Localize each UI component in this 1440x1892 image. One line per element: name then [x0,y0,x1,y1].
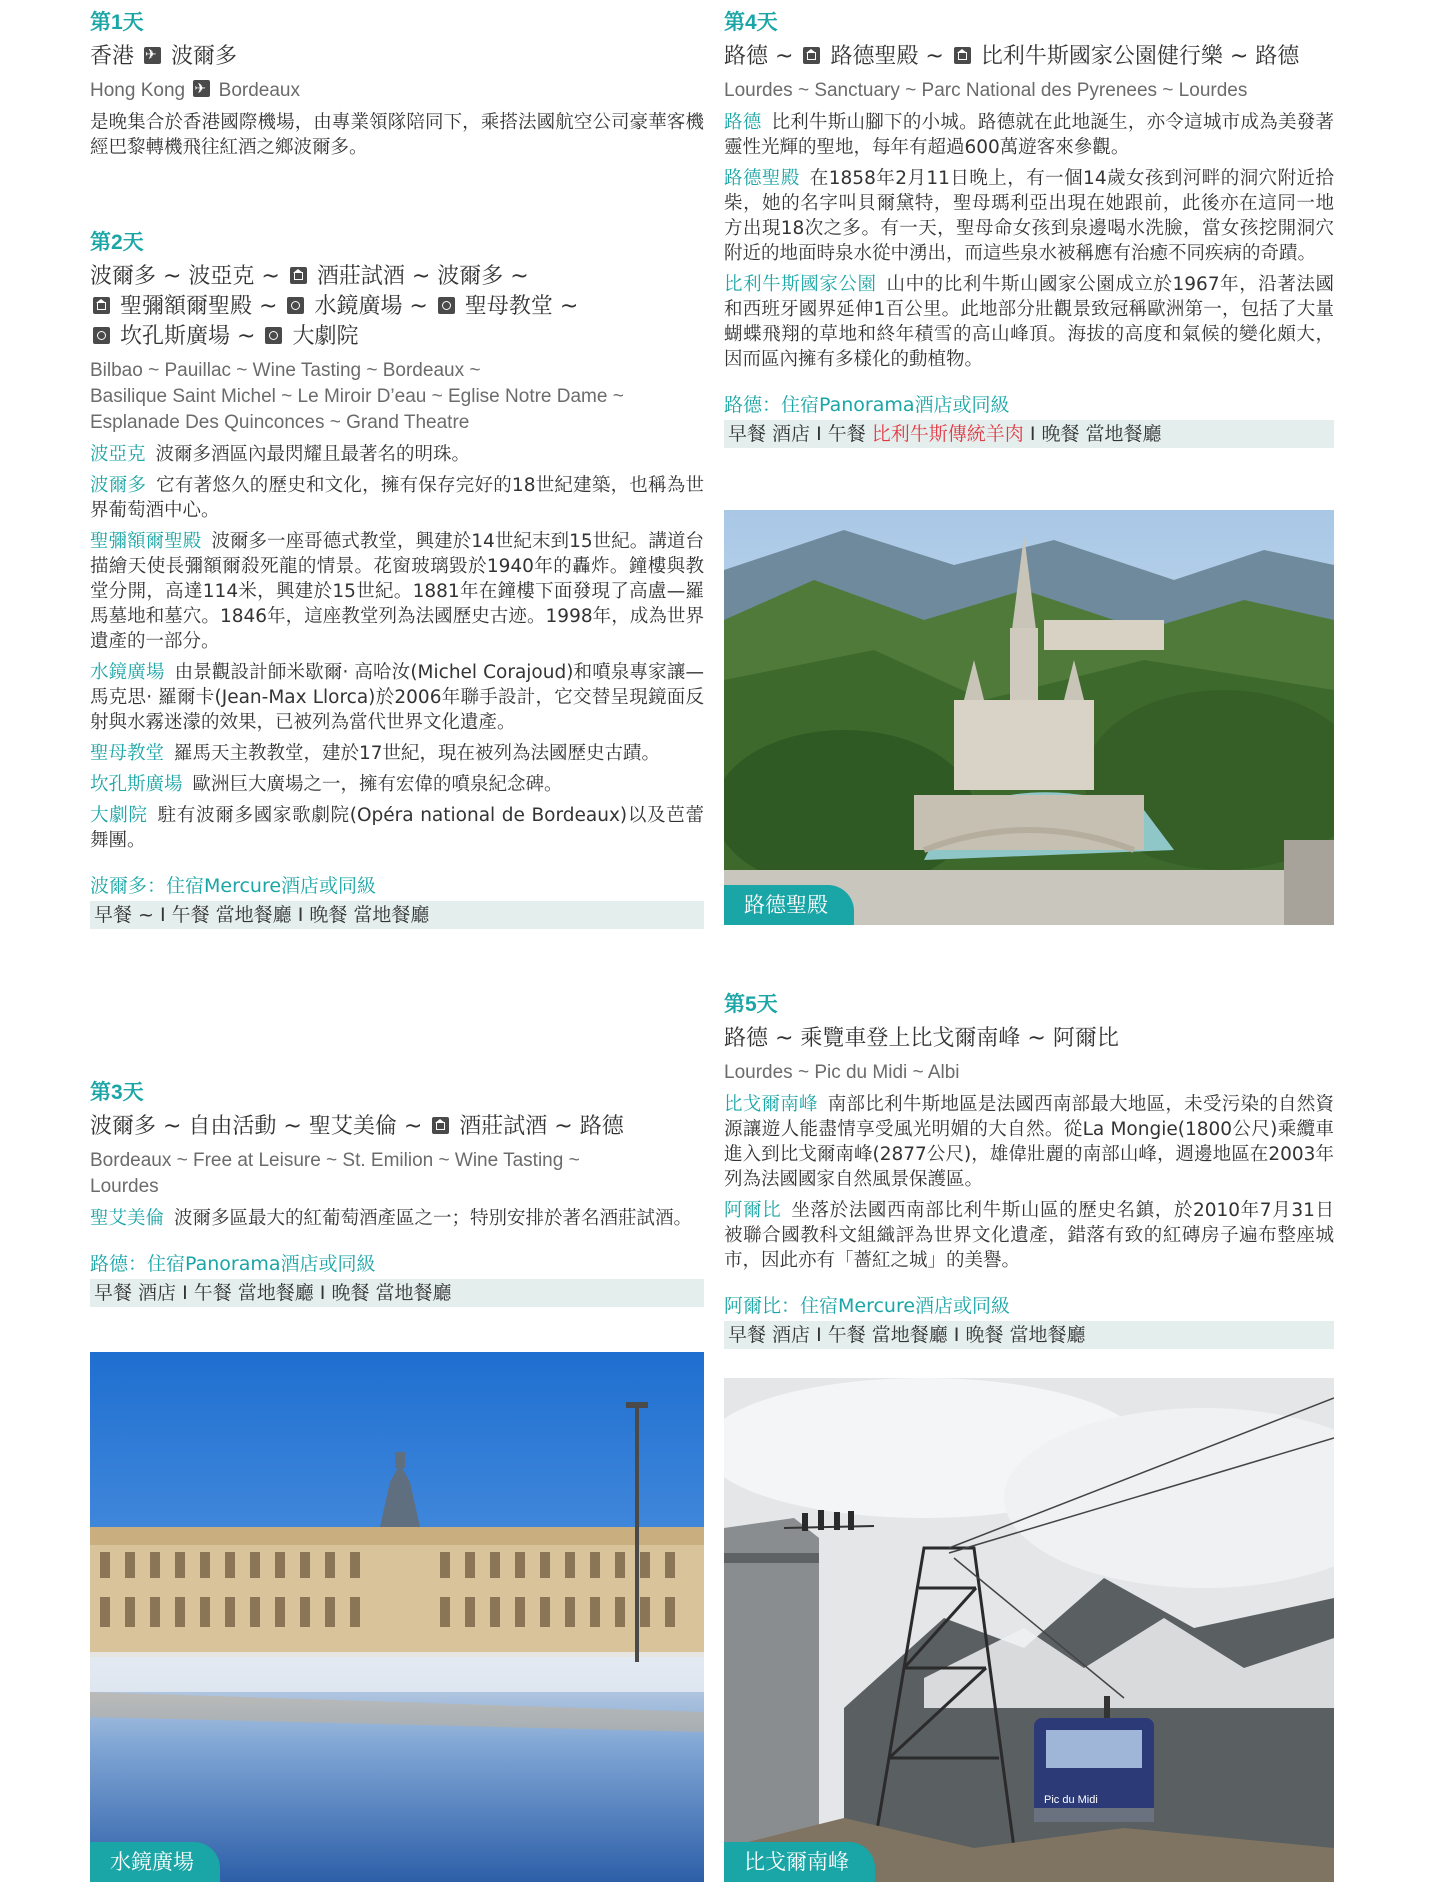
day4-route-seg: 路德聖殿 ~ [830,44,944,69]
day2-item [90,772,704,797]
day1-description: 是晚集合於香港國際機場，由專業領隊陪同下，乘搭法國航空公司豪華客機經巴黎轉機飛往紅酒之鄉波爾多。 [90,112,704,158]
item-text: 波爾多酒區內最閃耀且最著名的明珠。 [155,444,471,465]
day2-section [90,230,704,929]
day3-label: 第3天 [90,1081,144,1104]
day4-label: 第4天 [724,11,778,34]
cable-car-lettering: Pic du Midi [1044,1794,1098,1806]
day5-item [724,1198,1334,1273]
item-title: 聖彌額爾聖殿 [90,531,202,552]
park-house-icon [954,47,971,64]
item-title: 波爾多 [90,475,147,496]
camera-icon [438,297,455,314]
item-text: 山中的比利牛斯山國家公園成立於1967年，沿著法國和西班牙國界延伸1百公里。此地部分壯觀景致冠稱歐洲第一，包括了大量蝴蝶飛翔的草地和終年積雪的高山峰頂。海拔的高度和氣候的變化頗大，因而區內擁有多樣化的動植物。 [724,274,1334,370]
day5-section [724,992,1334,1349]
day2-meals: 早餐 ~ I 午餐 當地餐廳 I 晚餐 當地餐廳 [90,901,704,929]
day3-route-en [90,1148,704,1200]
day1-route-en-to: Bordeaux [218,80,300,101]
day2-route-en-line: Bilbao ~ Pauillac ~ Wine Tasting ~ Bordeaux ~ [90,360,481,381]
item-title: 聖母教堂 [90,743,165,764]
day4-route-seg: 比利牛斯國家公園健行樂 ~ 路德 [980,44,1300,69]
day3-item [90,1206,704,1231]
day5-hotel: 阿爾比：住宿Mercure酒店或同級 [724,1295,1011,1317]
pic-du-midi-illustration [724,1378,1334,1882]
photo-caption: 比戈爾南峰 [724,1842,875,1882]
day1-route-zh [90,42,704,72]
item-title: 坎孔斯廣場 [90,774,183,795]
meals-text: 早餐 酒店 I 午餐 [728,423,866,445]
winery-house-icon [290,267,307,284]
item-title: 阿爾比 [724,1200,782,1221]
day2-item [90,529,704,654]
day4-item [724,166,1334,266]
day2-item [90,473,704,523]
meals-highlight: 比利牛斯傳統羊肉 [871,423,1024,445]
day1-route-to: 波爾多 [171,44,238,69]
day2-route-line1 [90,262,704,292]
day4-route-zh [724,42,1334,72]
item-title: 比利牛斯國家公園 [724,274,877,295]
day3-section [90,1080,704,1307]
day2-route-en [90,358,704,436]
day2-route-en-line: Esplanade Des Quinconces ~ Grand Theatre [90,412,470,433]
day2-item [90,442,704,467]
meals-text: I 晚餐 當地餐廳 [1029,423,1162,445]
item-title: 水鏡廣場 [90,662,165,683]
day1-route-en-from: Hong Kong [90,80,186,101]
miroir-deau-photo [90,1352,704,1882]
day1-label: 第1天 [90,11,144,34]
day4-item [724,110,1334,160]
day2-route-seg: 酒莊試酒 ~ 波爾多 ~ [316,264,529,289]
day2-route-zh [90,262,704,352]
item-text: 在1858年2月11日晚上，有一個14歲女孩到河畔的洞穴附近拾柴，她的名字叫貝爾黛特，聖母瑪利亞出現在她跟前，此後亦在這同一地方出現18次之多。有一天，聖母命女孩到泉邊喝水洗臉，當女孩挖開洞穴附近的地面時泉水從中湧出，而這些泉水被稱應有治癒不同疾病的奇蹟。 [724,168,1334,264]
camera-icon [93,327,110,344]
day3-route-en-line: Bordeaux ~ Free at Leisure ~ St. Emilion ~ Wine Tasting ~ [90,1150,580,1171]
day2-item [90,803,704,853]
camera-icon [287,297,304,314]
sanctuary-house-icon [803,47,820,64]
day5-meals: 早餐 酒店 I 午餐 當地餐廳 I 晚餐 當地餐廳 [724,1321,1334,1349]
item-text: 南部比利牛斯地區是法國西南部最大地區，未受污染的自然資源讓遊人能盡情享受風光明媚的大自然。從La Mongie(1800公尺)乘纜車進入到比戈爾南峰(2877公尺)，雄偉壯麗的南部山峰，週邊地區在2003年列為法國國家自然風景保護區。 [724,1094,1334,1190]
camera-icon [265,327,282,344]
day3-meals: 早餐 酒店 I 午餐 當地餐廳 I 晚餐 當地餐廳 [90,1279,704,1307]
day2-item [90,660,704,735]
item-title: 波亞克 [90,444,146,465]
day2-route-seg: 波爾多 ~ 波亞克 ~ [90,264,280,289]
item-text: 駐有波爾多國家歌劇院(Opéra national de Bordeaux)以及芭蕾舞團。 [90,805,704,851]
day4-route-en: Lourdes ~ Sanctuary ~ Parc National des Pyrenees ~ Lourdes [724,80,1248,101]
item-text: 波爾多區最大的紅葡萄酒產區之一；特別安排於著名酒莊試酒。 [174,1208,693,1229]
day2-route-seg: 坎孔斯廣場 ~ [120,324,256,349]
item-text: 比利牛斯山腳下的小城。路德就在此地誕生，亦令這城市成為美發著靈性光輝的聖地，每年有超過600萬遊客來參觀。 [724,112,1334,158]
day4-hotel: 路德：住宿Panorama酒店或同級 [724,394,1010,416]
miroir-deau-illustration [90,1352,704,1882]
item-title: 路德聖殿 [724,168,800,189]
church-house-icon [93,297,110,314]
day4-route-seg: 路德 ~ [724,44,794,69]
day4-item [724,272,1334,372]
day5-item [724,1092,1334,1192]
item-text: 波爾多一座哥德式教堂，興建於14世紀末到15世紀。講道台描繪天使長彌額爾殺死龍的情景。花窗玻璃毀於1940年的轟炸。鐘樓與教堂分開，高達114米，興建於15世紀。1881年在鐘樓下面發現了高盧—羅馬墓地和墓穴。1846年，這座教堂列為法國歷史古迹。1998年，成為世界遺產的一部分。 [90,531,704,652]
day5-route-en: Lourdes ~ Pic du Midi ~ Albi [724,1062,960,1083]
day5-label: 第5天 [724,993,778,1016]
item-text: 羅馬天主教教堂，建於17世紀，現在被列為法國歷史古蹟。 [174,743,661,764]
day2-label: 第2天 [90,231,144,254]
item-text: 它有著悠久的歷史和文化，擁有保存完好的18世紀建築，也稱為世界葡萄酒中心。 [90,475,704,521]
day2-route-line2 [90,292,704,322]
day4-meals [724,420,1334,448]
day3-route-zh [90,1112,704,1142]
day4-section [724,10,1334,448]
day3-route-seg: 波爾多 ~ 自由活動 ~ 聖艾美倫 ~ [90,1114,423,1139]
day2-item [90,741,704,766]
lourdes-illustration [724,510,1334,925]
item-title: 聖艾美倫 [90,1208,165,1229]
day5-route-zh: 路德 ~ 乘覽車登上比戈爾南峰 ~ 阿爾比 [724,1026,1119,1051]
day1-route-en [90,78,704,104]
lourdes-sanctuary-photo [724,510,1334,925]
day2-route-seg: 水鏡廣場 ~ [314,294,428,319]
photo-caption: 水鏡廣場 [90,1842,220,1882]
day2-route-line3 [90,322,704,352]
day2-route-en-line: Basilique Saint Michel ~ Le Miroir D’eau ~ Eglise Notre Dame ~ [90,386,624,407]
item-text: 歐洲巨大廣場之一，擁有宏偉的噴泉紀念碑。 [192,774,563,795]
item-text: 由景觀設計師米歇爾· 高哈汝(Michel Corajoud)和噴泉專家讓—馬克思· 羅爾卡(Jean-Max Llorca)於2006年聯手設計，它交替呈現鏡面反射與水霧迷濛的效果，已被列為當代世界文化遺產。 [90,662,704,733]
airplane-icon [144,47,161,64]
day3-route-en-line: Lourdes [90,1176,159,1197]
pic-du-midi-photo [724,1378,1334,1882]
item-title: 路德 [724,112,762,133]
item-title: 大劇院 [90,805,148,826]
photo-caption: 路德聖殿 [724,885,854,925]
day2-route-seg: 聖母教堂 ~ [464,294,579,319]
item-text: 坐落於法國西南部比利牛斯山區的歷史名鎮，於2010年7月31日被聯合國教科文組織評為世界文化遺產，錯落有致的紅磚房子遍布整座城市，因此亦有「薔紅之城」的美譽。 [724,1200,1334,1271]
day1-section [90,10,704,160]
item-title: 比戈爾南峰 [724,1094,818,1115]
day3-route-seg: 酒莊試酒 ~ 路德 [459,1114,624,1139]
day1-route-from: 香港 [90,44,135,69]
day3-hotel: 路德：住宿Panorama酒店或同級 [90,1253,376,1275]
winery-house-icon [432,1117,449,1134]
airplane-icon [193,80,210,97]
day2-route-seg: 大劇院 [292,324,359,349]
day2-route-seg: 聖彌額爾聖殿 ~ [120,294,278,319]
day2-hotel: 波爾多：住宿Mercure酒店或同級 [90,875,377,897]
